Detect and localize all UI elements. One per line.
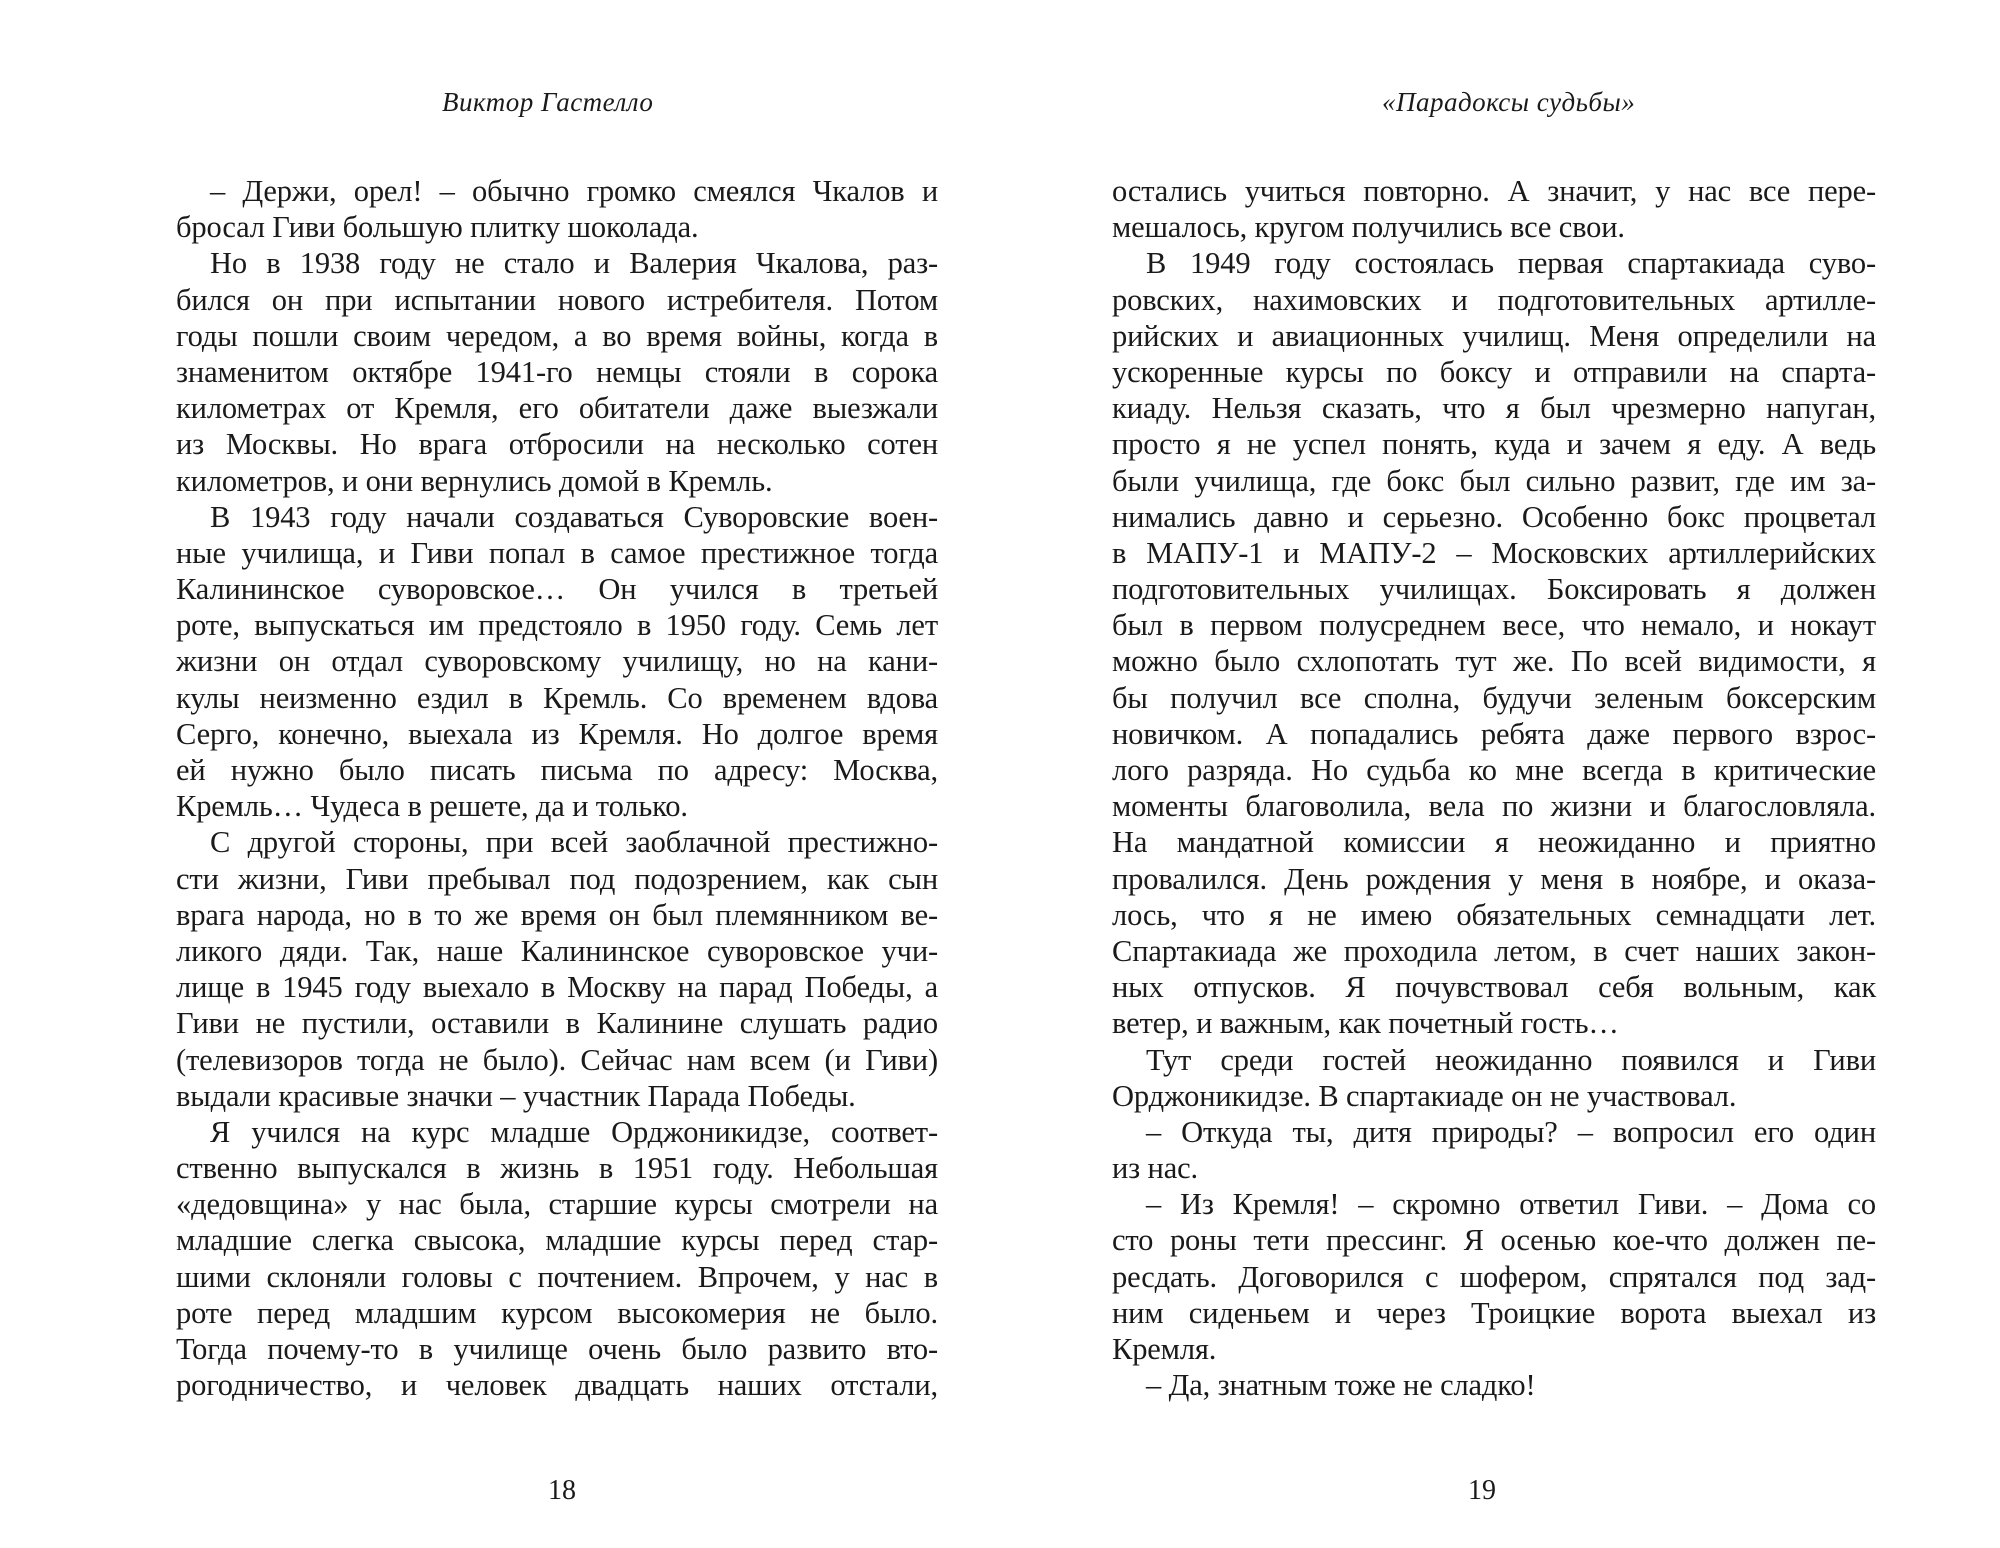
text-line: ним сиденьем и через Троицкие ворота выехал из [1112, 1295, 1876, 1330]
text-line: киаду. Нельзя сказать, что я был чрезмерно напуган, [1112, 391, 1876, 426]
text-line: нимались давно и серьезно. Особенно бокс процветал [1112, 499, 1876, 534]
running-head-author: Виктор Гастелло [442, 87, 654, 117]
text-line: можно было схлопотать тут же. По всей видимости, я [1112, 644, 1876, 679]
text-line: ресдать. Договорился с шофером, спрятался под зад- [1112, 1259, 1876, 1294]
text-line: знаменитом октябре 1941-го немцы стояли в сорока [176, 354, 938, 389]
text-line: Я учился на курс младше Орджоникидзе, соответ- [210, 1114, 938, 1149]
text-line: В 1943 году начали создаваться Суворовские воен- [210, 499, 938, 534]
text-line: мешалось, кругом получились все свои. [1112, 210, 1625, 245]
text-line: бы получил все сполна, будучи зеленым боксерским [1112, 680, 1876, 715]
text-line: лого разряда. Но судьба ко мне всегда в критические [1112, 753, 1876, 787]
text-line: подготовительных училищах. Боксировать я должен [1112, 572, 1876, 607]
text-line: просто я не успел понять, куда и зачем я еду. А ведь [1112, 427, 1876, 462]
text-line: сто роны тети прессинг. Я осенью кое-что должен пе- [1112, 1223, 1876, 1258]
text-line: Серго, конечно, выехала из Кремля. Но долгое время [176, 716, 938, 751]
text-line: кулы неизменно ездил в Кремль. Со временем вдова [176, 680, 938, 715]
text-line: бился он при испытании нового истребителя. Потом [176, 282, 938, 317]
text-line: – Да, знатным тоже не сладко! [1146, 1368, 1536, 1403]
text-line: выдали красивые значки – участник Парада Победы. [176, 1078, 856, 1113]
text-line: роте перед младшим курсом высокомерия не было. [176, 1295, 938, 1330]
text-line: провалился. День рождения у меня в ноябре, и оказа- [1112, 861, 1876, 896]
text-line: километрах от Кремля, его обитатели даже выезжали [176, 391, 938, 426]
text-line: ей нужно было писать письма по адресу: Москва, [176, 753, 938, 787]
text-line: моменты благоволила, вела по жизни и благословляла. [1112, 789, 1876, 824]
text-line: Калининское суворовское… Он учился в третьей [176, 572, 938, 607]
right-page-text [1112, 173, 1876, 1403]
text-line: остались учиться повторно. А значит, у нас все пере- [1112, 174, 1876, 208]
text-line: лось, что я не имею обязательных семнадцати лет. [1112, 897, 1876, 932]
text-line: Тут среди гостей неожиданно появился и Гиви [1146, 1042, 1876, 1077]
text-line: В 1949 году состоялась первая спартакиада суво- [1146, 246, 1876, 281]
text-line: Гиви не пустили, оставили в Калинине слушать радио [176, 1006, 938, 1041]
text-line: – Держи, орел! – обычно громко смеялся Чкалов и [210, 174, 938, 208]
text-line: был в первом полусреднем весе, что немало, и нокаут [1112, 608, 1876, 643]
text-line: младшие слегка свысока, младшие курсы перед стар- [176, 1223, 938, 1258]
text-line: жизни он отдал суворовскому училищу, но на кани- [176, 644, 938, 679]
page-number-right: 19 [1468, 1475, 1496, 1506]
left-page-text [176, 173, 938, 1403]
text-line: сти жизни, Гиви пребывал под подозрением, как сын [176, 861, 938, 896]
text-line: были училища, где бокс был сильно развит, где им за- [1112, 463, 1876, 498]
text-line: лище в 1945 году выехало в Москву на парад Победы, а [176, 970, 938, 1005]
text-line: Орджоникидзе. В спартакиаде он не участвовал. [1112, 1078, 1737, 1113]
text-line: – Из Кремля! – скромно ответил Гиви. – Дома со [1146, 1187, 1876, 1222]
text-line: ликого дяди. Так, наше Калининское суворовское учи- [176, 933, 938, 968]
text-line: ные училища, и Гиви попал в самое престижное тогда [176, 535, 938, 570]
running-head-title: «Парадоксы судьбы» [1382, 87, 1636, 117]
text-line: ственно выпускался в жизнь в 1951 году. Небольшая [176, 1151, 938, 1186]
text-line: ровских, нахимовских и подготовительных артилле- [1112, 282, 1876, 317]
text-line: годы пошли своим чередом, а во время войны, когда в [176, 318, 938, 353]
text-line: «дедовщина» у нас была, старшие курсы смотрели на [176, 1187, 938, 1222]
text-line: в МАПУ-1 и МАПУ-2 – Московских артиллерийских [1112, 535, 1876, 570]
text-line: – Откуда ты, дитя природы? – вопросил его один [1146, 1114, 1876, 1149]
text-line: Спартакиада же проходила летом, в счет наших закон- [1112, 933, 1876, 968]
text-line: рийских и авиационных училищ. Меня определили на [1112, 318, 1876, 353]
text-line: из нас. [1112, 1151, 1198, 1186]
text-line: ускоренные курсы по боксу и отправили на спарта- [1112, 354, 1876, 389]
text-line: (телевизоров тогда не было). Сейчас нам всем (и Гиви) [176, 1042, 938, 1077]
text-line: из Москвы. Но врага отбросили на несколько сотен [176, 427, 938, 462]
text-line: бросал Гиви большую плитку шоколада. [176, 210, 699, 245]
right-page [1000, 0, 2000, 1548]
text-line: Тогда почему-то в училище очень было развито вто- [176, 1332, 938, 1366]
text-line: Кремль… Чудеса в решете, да и только. [176, 789, 688, 824]
text-line: новичком. А попадались ребята даже первого взрос- [1112, 716, 1876, 751]
text-line: километров, и они вернулись домой в Кремль. [176, 463, 773, 498]
text-line: На мандатной комиссии я неожиданно и приятно [1112, 825, 1876, 860]
text-line: С другой стороны, при всей заоблачной престижно- [210, 825, 938, 860]
text-line: врага народа, но в то же время он был племянником ве- [176, 897, 938, 932]
page-number-left: 18 [548, 1475, 576, 1506]
text-line: Кремля. [1112, 1332, 1217, 1366]
text-line: ных отпусков. Я почувствовал себя вольным, как [1112, 970, 1876, 1005]
text-line: ветер, и важным, как почетный гость… [1112, 1006, 1619, 1041]
text-line: рогодничество, и человек двадцать наших отстали, [176, 1368, 938, 1403]
text-line: роте, выпускаться им предстояло в 1950 году. Семь лет [176, 608, 938, 643]
text-line: Но в 1938 году не стало и Валерия Чкалова, раз- [210, 246, 938, 281]
text-line: шими склоняли головы с почтением. Впрочем, у нас в [176, 1259, 938, 1294]
